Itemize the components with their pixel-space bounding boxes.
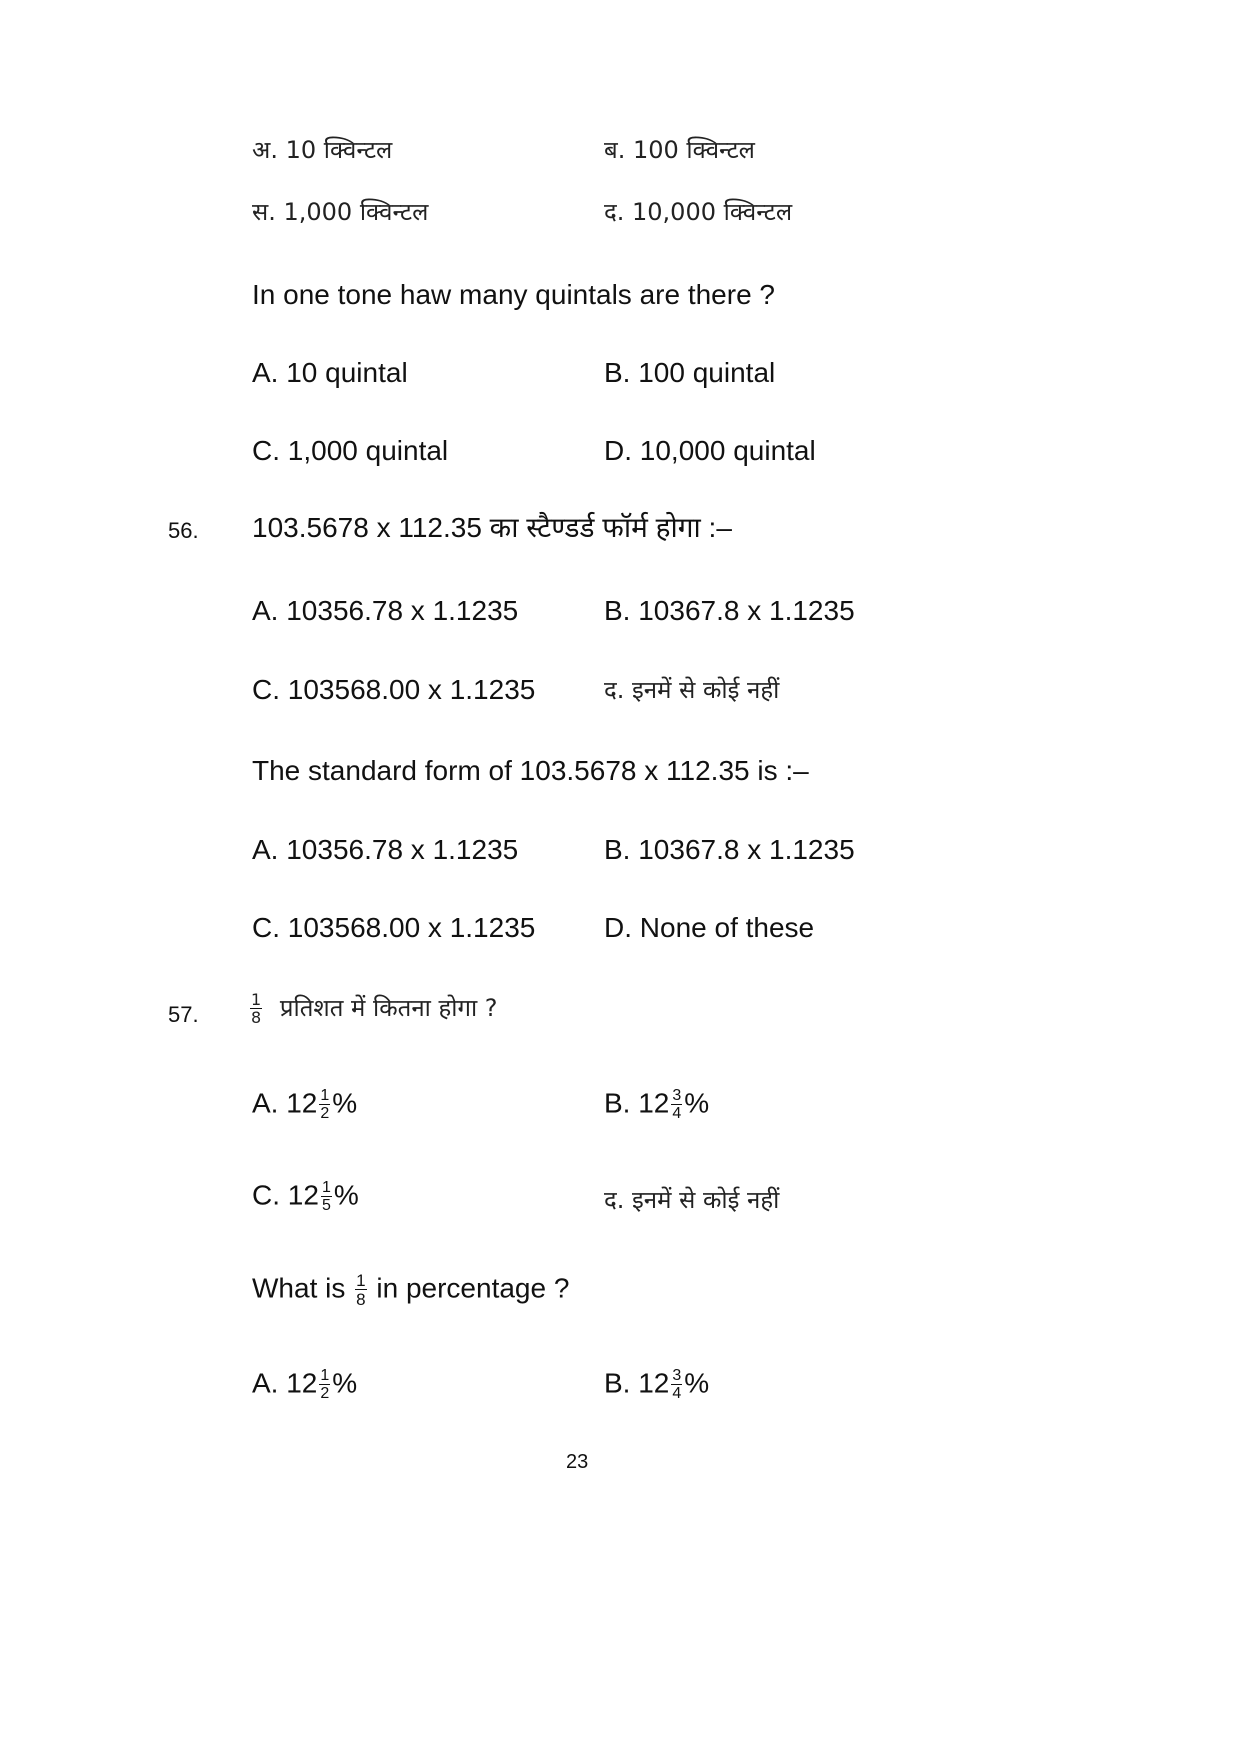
q55-hindi-option-d: द. 10,000 क्विन्टल <box>604 198 793 226</box>
q56-english-option-b: B. 10367.8 x 1.1235 <box>604 834 855 865</box>
q56-hindi-option-b: B. 10367.8 x 1.1235 <box>604 595 855 626</box>
q57-number: 57. <box>168 1002 199 1027</box>
fraction: $\frac{3}{4}$ <box>672 1367 682 1402</box>
q57-hindi-option-a: A. 12 $\frac{1}{2}$ % <box>252 1087 358 1122</box>
fraction: $\frac{1}{8}$ <box>356 1271 366 1309</box>
q57-hindi-option-c: C. 12 $\frac{1}{5}$ % <box>252 1179 359 1214</box>
q56-english-question: The standard form of 103.5678 x 112.35 is :– <box>252 755 809 786</box>
q55-english-option-d: D. 10,000 quintal <box>604 435 816 466</box>
fraction: $\frac{1}{2}$ <box>320 1367 330 1402</box>
fraction: $\frac{1}{5}$ <box>321 1179 331 1214</box>
fraction: $\frac{1}{2}$ <box>320 1087 330 1122</box>
q57-hindi-question: $\frac{1}{8}$ प्रतिशत में कितना होगा ? <box>251 990 498 1027</box>
q56-english-option-a: A. 10356.78 x 1.1235 <box>252 834 519 865</box>
q56-number: 56. <box>168 518 199 543</box>
q56-hindi-option-c: C. 103568.00 x 1.1235 <box>252 674 536 705</box>
q57-english-question: What is $\frac{1}{8}$ in percentage ? <box>252 1271 570 1309</box>
q56-english-option-c: C. 103568.00 x 1.1235 <box>252 912 536 943</box>
q56-english-option-d: D. None of these <box>604 912 815 943</box>
fraction: $\frac{1}{8}$ <box>251 990 262 1027</box>
q56-hindi-question: 103.5678 x 112.35 का स्टैण्डर्ड फॉर्म होगा :– <box>252 512 732 543</box>
q55-english-option-c: C. 1,000 quintal <box>252 435 449 466</box>
q56-hindi-option-d: द. इनमें से कोई नहीं <box>604 676 780 704</box>
q55-hindi-option-b: ब. 100 क्विन्टल <box>604 136 755 164</box>
q56-hindi-option-a: A. 10356.78 x 1.1235 <box>252 595 519 626</box>
q57-english-option-a: A. 12 $\frac{1}{2}$ % <box>252 1367 358 1402</box>
q55-english-option-a: A. 10 quintal <box>252 357 408 388</box>
q57-english-option-b: B. 12 $\frac{3}{4}$ % <box>604 1367 710 1402</box>
q55-hindi-option-c: स. 1,000 क्विन्टल <box>252 198 429 226</box>
page-number: 23 <box>566 1451 589 1473</box>
q57-hindi-option-b: B. 12 $\frac{3}{4}$ % <box>604 1087 710 1122</box>
q57-hindi-option-d: द. इनमें से कोई नहीं <box>604 1186 780 1214</box>
q55-english-option-b: B. 100 quintal <box>604 357 776 388</box>
fraction: $\frac{3}{4}$ <box>672 1087 682 1122</box>
q55-english-question: In one tone haw many quintals are there ? <box>252 279 776 310</box>
q55-hindi-option-a: अ. 10 क्विन्टल <box>252 136 393 164</box>
